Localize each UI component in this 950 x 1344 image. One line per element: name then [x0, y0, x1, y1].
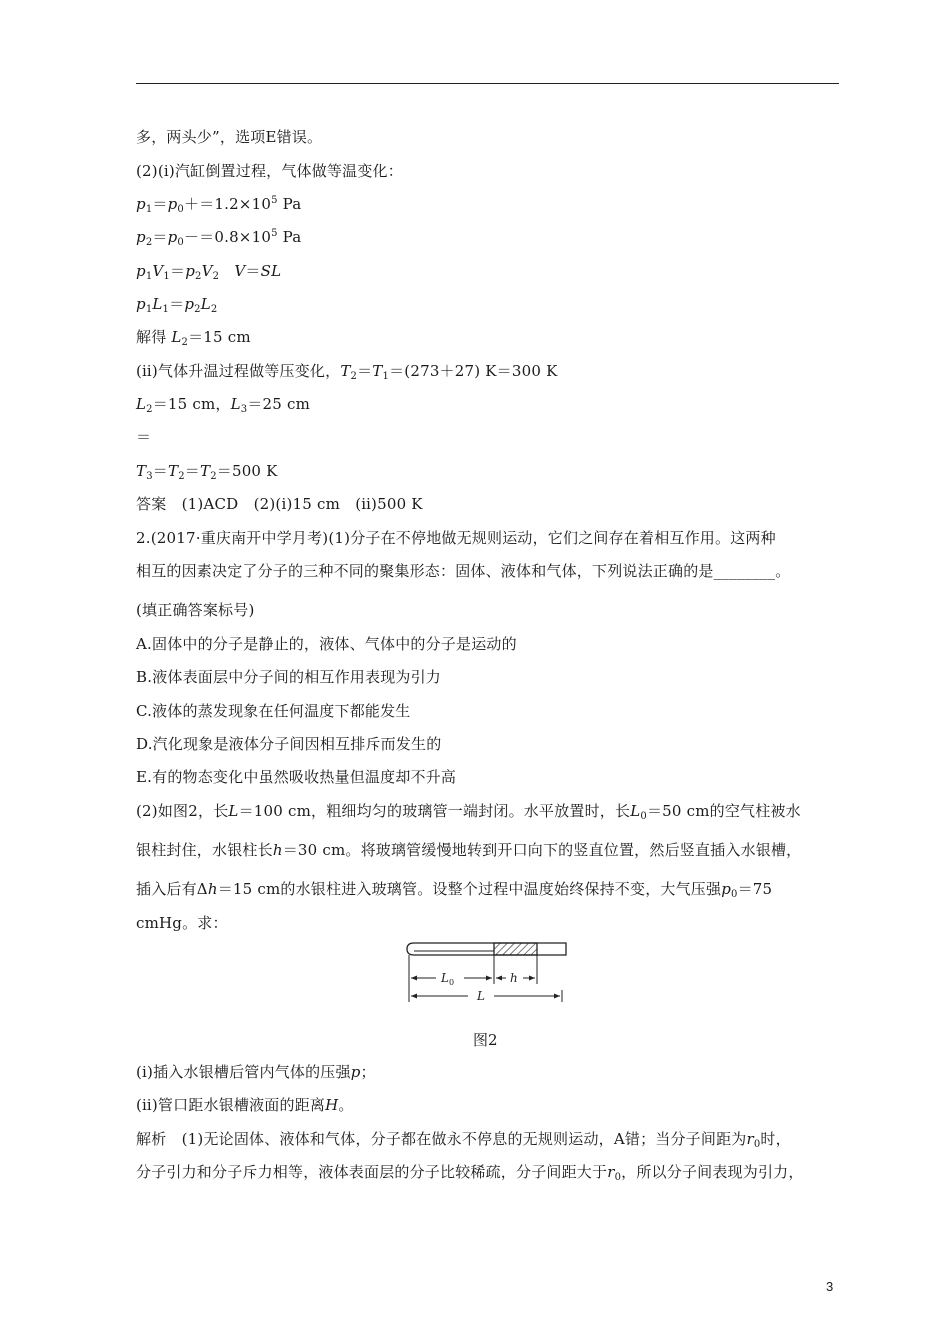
text-line-8: (ⅱ)气体升温过程做等压变化，$T_2=T_1=(273+27)$ K＝300 K — [136, 362, 558, 382]
analysis-line-1: 解析 (1)无论固体、液体和气体，分子都在做永不停息的无规则运动，A错；当分子间距为$r_0$时， — [136, 1130, 791, 1150]
sub-question-i: (ⅰ)插入水银槽后管内气体的压强p； — [136, 1063, 376, 1081]
text-line-7: 解得 $L_2=15$ cm — [136, 328, 251, 348]
label-l: L — [477, 989, 485, 1003]
text-line-6: $p_1L_1=p_2L_2$ — [136, 295, 218, 315]
label-l0: $L_0$ — [441, 971, 455, 987]
label-h: h — [510, 971, 518, 985]
analysis-line-2: 分子引力和分子斥力相等，液体表面层的分子比较稀疏，分子间距大于$r_0$，所以分子间表现为引力， — [136, 1163, 804, 1183]
text-line-10: ＝ — [136, 428, 152, 446]
mercury-column — [494, 943, 537, 955]
part-2-line-2: 银柱封住，水银柱长h＝30 cm。将玻璃管缓慢地转到开口向下的竖直位置，然后竖直插入水银槽， — [136, 841, 802, 859]
text-line-5: $p_1V_1=p_2V_2$ V＝SL — [136, 262, 282, 282]
figure-2-tube-diagram — [404, 940, 574, 1010]
option-e: E.有的物态变化中虽然吸收热量但温度却不升高 — [136, 768, 457, 786]
part-2-line-4: cmHg。求： — [136, 914, 228, 932]
text-line-3: $p_1=p_0+=1.2\times 10^5$ Pa — [136, 195, 302, 215]
option-a: A.固体中的分子是静止的，液体、气体中的分子是运动的 — [136, 635, 517, 653]
part-2-line-1: (2)如图2，长L＝100 cm，粗细均匀的玻璃管一端封闭。水平放置时，长$L_0=50$ cm的空气柱被水 — [136, 802, 801, 822]
text-line-11: $T_3=T_2=T_2=500$ K — [136, 462, 278, 482]
question-2-line-1: 2.(2017·重庆南开中学月考)(1)分子在不停地做无规则运动，它们之间存在着相互作用。这两种 — [136, 529, 776, 547]
part-2-line-3: 插入后有Δh＝15 cm的水银柱进入玻璃管。设整个过程中温度始终保持不变，大气压强$p_0=75$ — [136, 880, 773, 900]
option-b: B.液体表面层中分子间的相互作用表现为引力 — [136, 668, 441, 686]
header-rule — [136, 83, 839, 84]
page-number: 3 — [826, 1279, 834, 1294]
question-2-line-3: (填正确答案标号) — [136, 601, 255, 619]
glass-tube — [407, 943, 566, 955]
text-line-2: (2)(ⅰ)汽缸倒置过程，气体做等温变化： — [136, 162, 403, 180]
text-line-9: $L_2=15$ cm，$L_3=25$ cm — [136, 395, 311, 415]
option-c: C.液体的蒸发现象在任何温度下都能发生 — [136, 702, 411, 720]
option-d: D.汽化现象是液体分子间因相互排斥而发生的 — [136, 735, 442, 753]
figure-caption: 图2 — [473, 1031, 498, 1049]
question-2-line-2: 相互的因素决定了分子的三种不同的聚集形态：固体、液体和气体，下列说法正确的是________。 — [136, 562, 791, 580]
text-line-4: $p_2=p_0-=0.8\times 10^5$ Pa — [136, 228, 302, 248]
answer-line: 答案 (1)ACD (2)(ⅰ)15 cm (ⅱ)500 K — [136, 495, 423, 513]
sub-question-ii: (ⅱ)管口距水银槽液面的距离H。 — [136, 1096, 354, 1114]
text-line-1: 多，两头少”，选项E错误。 — [136, 128, 323, 146]
